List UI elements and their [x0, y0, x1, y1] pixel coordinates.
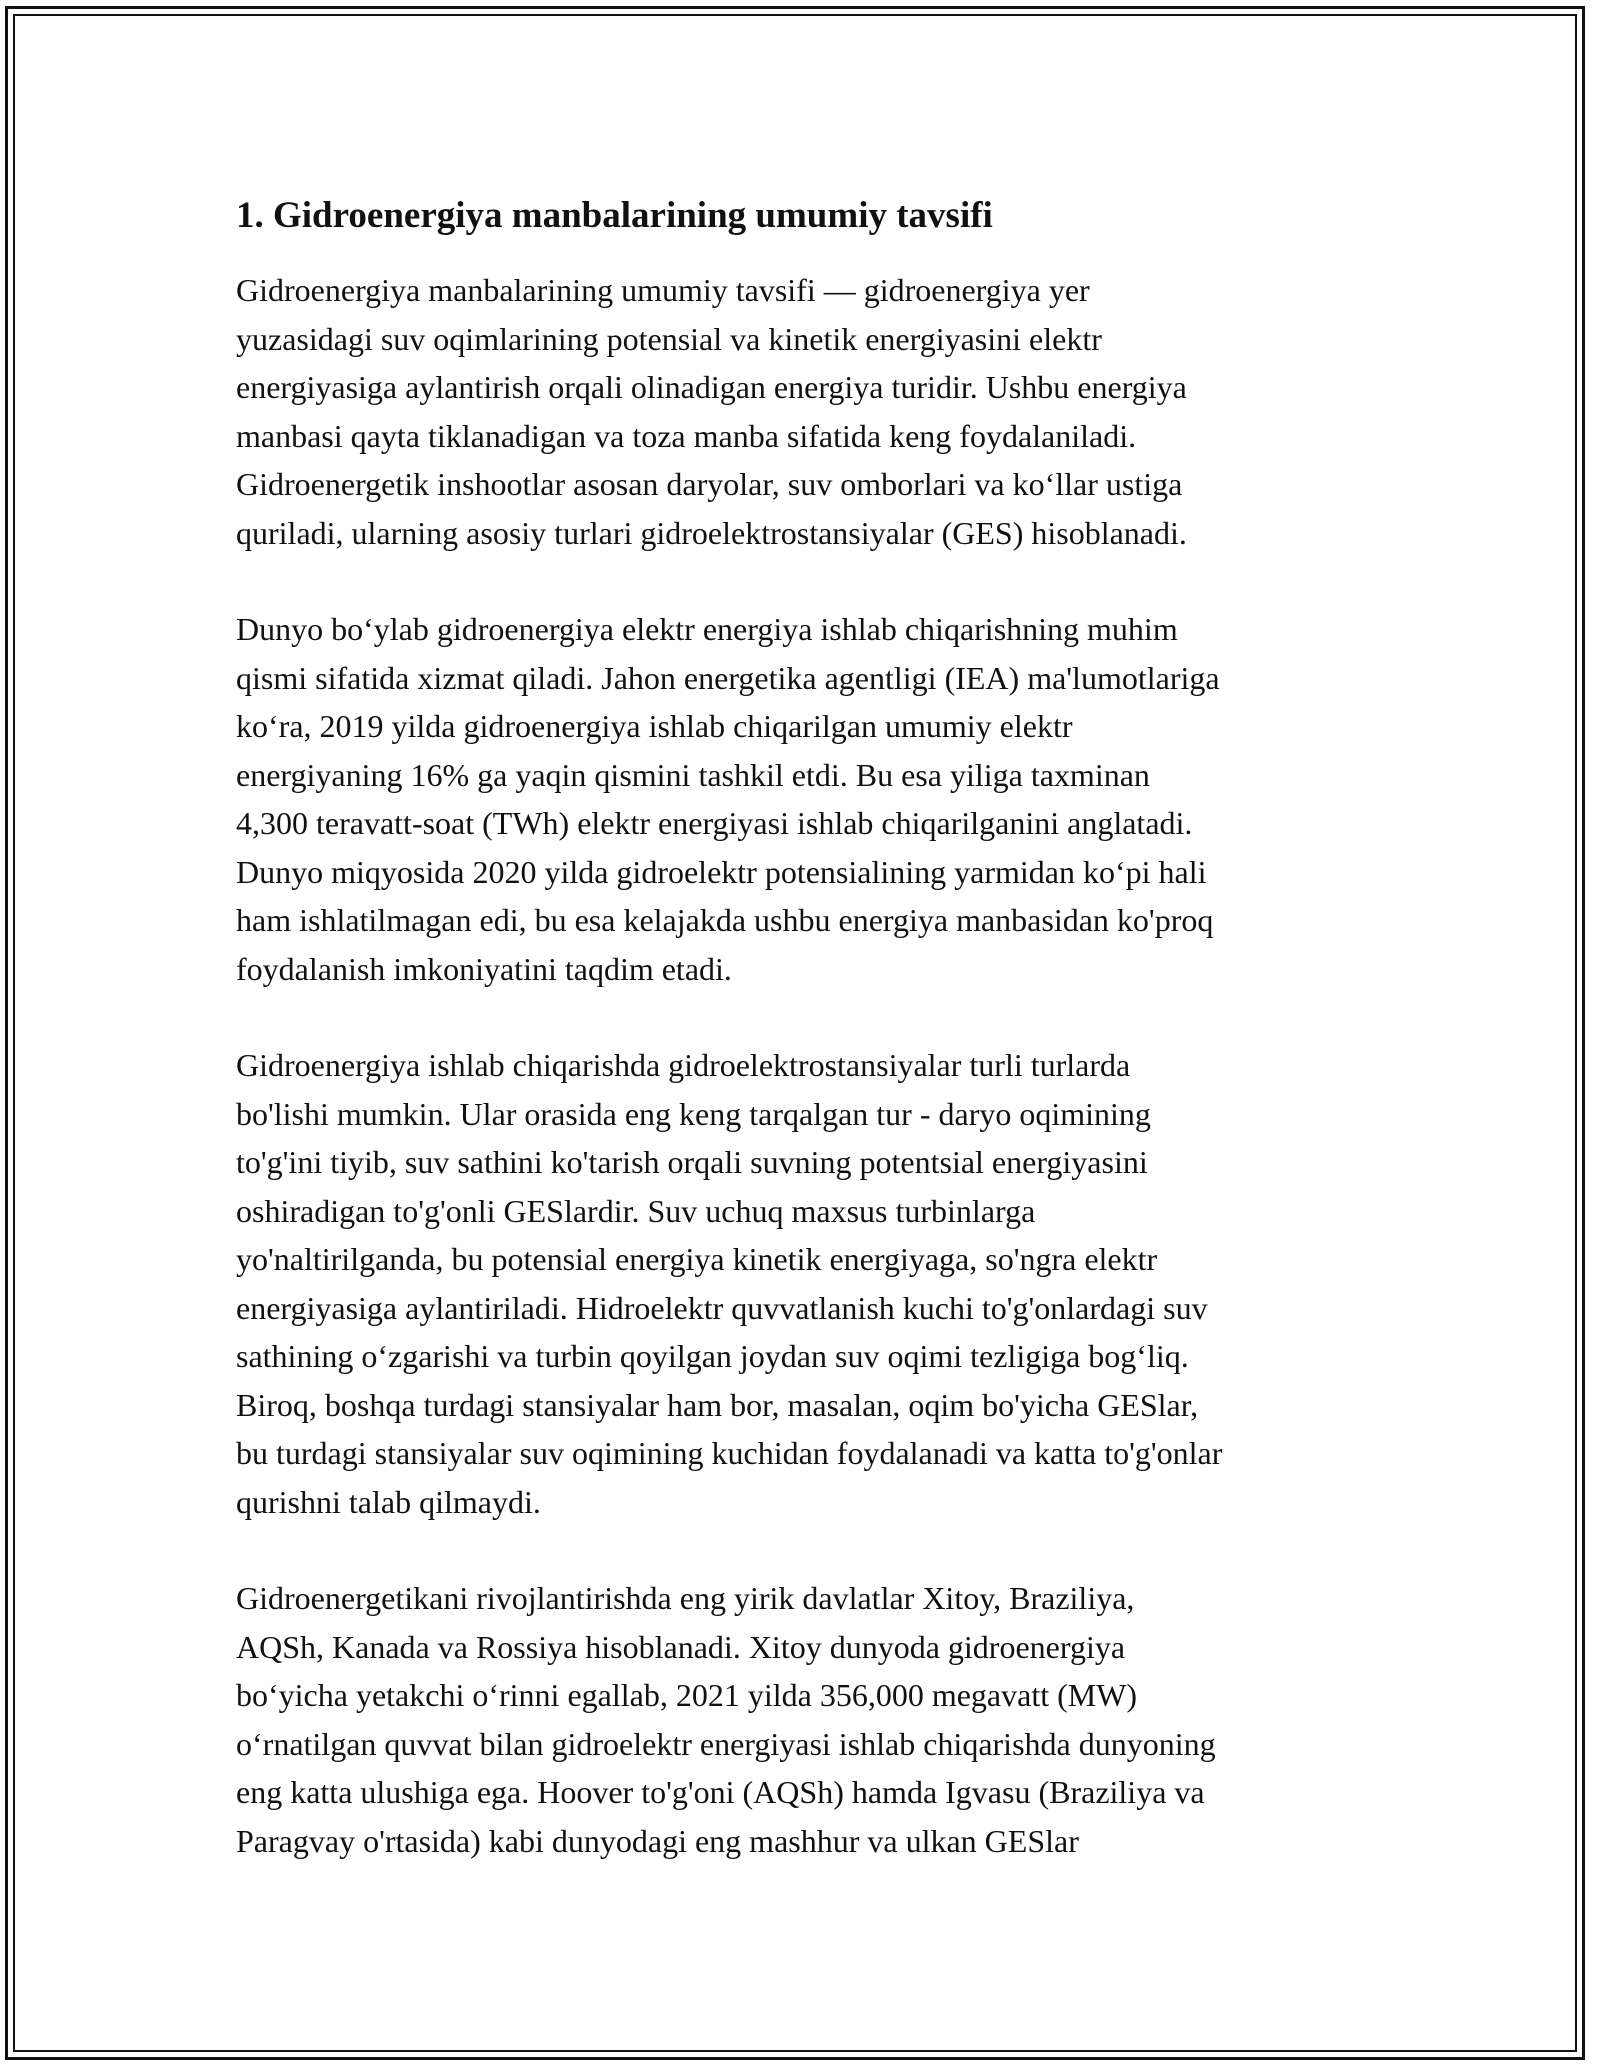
text-line: Biroq, boshqa turdagi stansiyalar ham bor, masalan, oqim bo'yicha GESlar,	[236, 1386, 1199, 1423]
text-line: manbasi qayta tiklanadigan va toza manba sifatida keng foydalaniladi.	[236, 417, 1137, 454]
text-line: ko‘ra, 2019 yilda gidroenergiya ishlab chiqarilgan umumiy elektr	[236, 708, 1073, 744]
text-line: bo‘yicha yetakchi o‘rinni egallab, 2021 yilda 356,000 megavatt (MW)	[236, 1677, 1138, 1713]
text-line: Gidroenergiya manbalarining umumiy tavsifi — gidroenergiya yer	[236, 272, 1090, 308]
text-line: quriladi, ularning asosiy turlari gidroelektrostansiyalar (GES) hisoblanadi.	[236, 514, 1187, 551]
text-line: 4,300 teravatt-soat (TWh) elektr energiyasi ishlab chiqarilganini anglatadi.	[236, 805, 1193, 841]
text-line: Paragvay o'rtasida) kabi dunyodagi eng mashhur va ulkan GESlar	[236, 1822, 1079, 1859]
text-line: sathining o‘zgarishi va turbin qoyilgan joydan suv oqimi tezligiga bog‘liq.	[236, 1338, 1189, 1374]
paragraph-4	[236, 1574, 1376, 1865]
section-heading: 1. Gidroenergiya manbalarining umumiy tavsifi	[236, 195, 993, 236]
text-line: Gidroenergetikani rivojlantirishda eng yirik davlatlar Xitoy, Braziliya,	[236, 1580, 1135, 1616]
text-line: to'g'ini tiyib, suv sathini ko'tarish orqali suvning potentsial energiyasini	[236, 1144, 1148, 1180]
text-line: Gidroenergetik inshootlar asosan daryolar, suv omborlari va ko‘llar ustiga	[236, 466, 1183, 502]
document-body	[236, 188, 1376, 1865]
text-line: Gidroenergiya ishlab chiqarishda gidroelektrostansiyalar turli turlarda	[236, 1047, 1131, 1083]
text-line: qurishni talab qilmaydi.	[236, 1483, 541, 1520]
text-line: bu turdagi stansiyalar suv oqimining kuchidan foydalanadi va katta to'g'onlar	[236, 1435, 1223, 1471]
text-line: qismi sifatida xizmat qiladi. Jahon energetika agentligi (IEA) ma'lumotlariga	[236, 659, 1220, 696]
text-line: oshiradigan to'g'onli GESlardir. Suv uchuq maxsus turbinlarga	[236, 1192, 1036, 1229]
text-line: yo'naltirilganda, bu potensial energiya kinetik energiyaga, so'ngra elektr	[236, 1241, 1158, 1277]
text-line: eng katta ulushiga ega. Hoover to'g'oni (AQSh) hamda Igvasu (Braziliya va	[236, 1774, 1205, 1810]
text-line: energiyasiga aylantirish orqali olinadigan energiya turidir. Ushbu energiya	[236, 369, 1187, 405]
text-line: ham ishlatilmagan edi, bu esa kelajakda ushbu energiya manbasidan ko'proq	[236, 902, 1214, 938]
text-line: energiyasiga aylantiriladi. Hidroelektr quvvatlanish kuchi to'g'onlardagi suv	[236, 1289, 1208, 1326]
paragraph-2	[236, 605, 1376, 993]
text-line: AQSh, Kanada va Rossiya hisoblanadi. Xitoy dunyoda gidroenergiya	[236, 1628, 1126, 1665]
paragraph-3	[236, 1041, 1376, 1526]
text-line: Dunyo bo‘ylab gidroenergiya elektr energiya ishlab chiqarishning muhim	[236, 611, 1178, 647]
paragraph-1	[236, 266, 1376, 557]
text-line: o‘rnatilgan quvvat bilan gidroelektr energiyasi ishlab chiqarishda dunyoning	[236, 1725, 1216, 1762]
text-line: bo'lishi mumkin. Ular orasida eng keng tarqalgan tur - daryo oqimining	[236, 1095, 1151, 1132]
text-line: foydalanish imkoniyatini taqdim etadi.	[236, 950, 732, 987]
text-line: energiyaning 16% ga yaqin qismini tashkil etdi. Bu esa yiliga taxminan	[236, 756, 1150, 793]
text-line: yuzasidagi suv oqimlarining potensial va kinetik energiyasini elektr	[236, 320, 1102, 357]
text-line: Dunyo miqyosida 2020 yilda gidroelektr potensialining yarmidan ko‘pi hali	[236, 853, 1207, 890]
